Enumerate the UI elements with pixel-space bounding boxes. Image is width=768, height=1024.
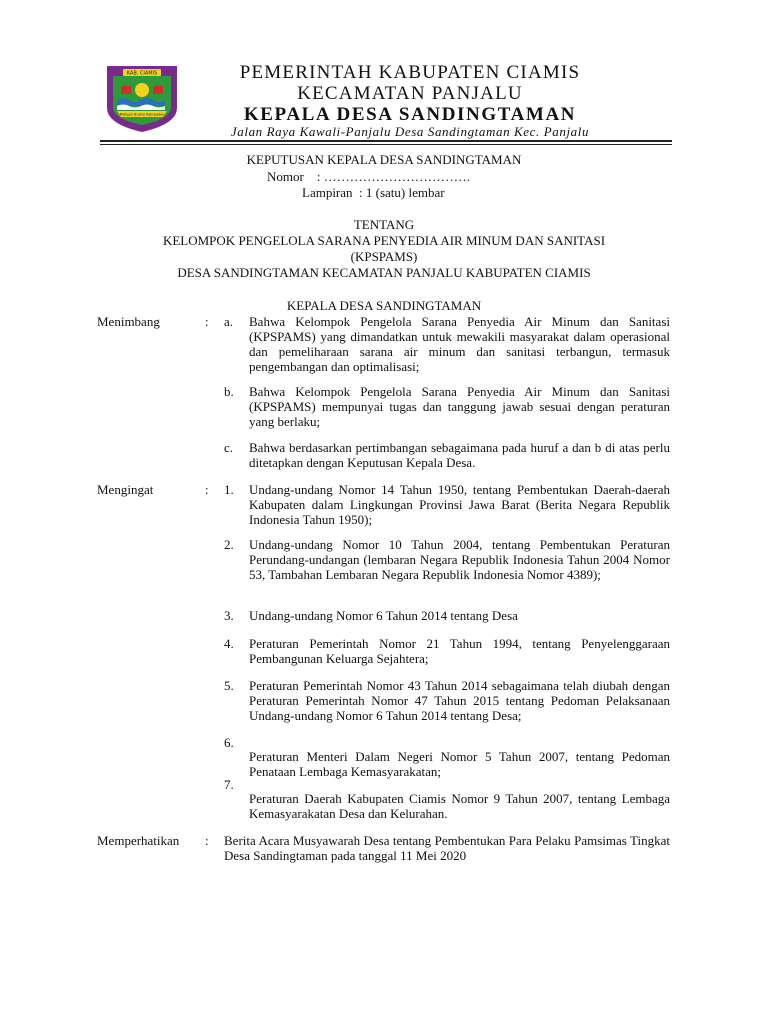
letterhead-government: PEMERINTAH KABUPATEN CIAMIS xyxy=(239,62,581,83)
mengingat-label: Mengingat xyxy=(97,482,154,497)
mengingat-colon: : xyxy=(205,482,209,497)
menimbang-label: Menimbang xyxy=(97,314,160,329)
decree-subject-line3: DESA SANDINGTAMAN KECAMATAN PANJALU KABUPATEN CIAMIS xyxy=(177,265,591,280)
letterhead-district: KECAMATAN PANJALU xyxy=(297,83,523,104)
menimbang-colon: : xyxy=(205,314,209,329)
decree-title: KEPUTUSAN KEPALA DESA SANDINGTAMAN xyxy=(246,152,522,167)
mengingat-marker-1: 1. xyxy=(224,482,234,497)
mengingat-item-5: Peraturan Pemerintah Nomor 43 Tahun 2014 sebagaimana telah diubah dengan Peraturan Pemerintah Nomor 47 Tahun 2015 tentang Pedoman Pelaksanaan Undang-undang Nomor 6 Tahun 2014 tentang Desa; xyxy=(249,678,670,723)
mengingat-marker-4: 4. xyxy=(224,636,234,651)
menimbang-marker-a: a. xyxy=(224,314,234,329)
letterhead-office: KEPALA DESA SANDINGTAMAN xyxy=(243,104,577,125)
mengingat-item-6: Peraturan Menteri Dalam Negeri Nomor 5 Tahun 2007, tentang Pedoman Penataan Lembaga Kemasyarakatan; xyxy=(249,749,670,779)
kabupaten-ciamis-logo xyxy=(103,64,181,134)
decree-subject-line1: KELOMPOK PENGELOLA SARANA PENYEDIA AIR MINUM DAN SANITASI xyxy=(162,233,606,248)
letterhead-address: Jalan Raya Kawali-Panjalu Desa Sandingtaman Kec. Panjalu xyxy=(230,124,590,139)
menimbang-marker-c: c. xyxy=(224,440,234,455)
mengingat-item-1: Undang-undang Nomor 14 Tahun 1950, tentang Pembentukan Daerah-daerah Kabupaten dalam Lingkungan Provinsi Jawa Barat (Berita Negara Republik Indonesia Tahun 1950); xyxy=(249,482,670,527)
logo-motto-text: Mahayu Buana Kabupaten xyxy=(119,112,165,117)
mengingat-marker-6: 6. xyxy=(224,735,234,750)
letterhead-rule-thick xyxy=(100,140,672,142)
mengingat-marker-5: 5. xyxy=(224,678,234,693)
menimbang-item-c: Bahwa berdasarkan pertimbangan sebagaimana pada huruf a dan b di atas perlu ditetapkan dengan Keputusan Kepala Desa. xyxy=(249,440,670,470)
mengingat-marker-7: 7. xyxy=(224,777,234,792)
mengingat-item-3: Undang-undang Nomor 6 Tahun 2014 tentang Desa xyxy=(249,608,518,623)
decree-subject-line2: (KPSPAMS) xyxy=(350,249,418,264)
mengingat-item-4: Peraturan Pemerintah Nomor 21 Tahun 1994, tentang Penyelenggaraan Pembangunan Keluarga Sejahtera; xyxy=(249,636,670,666)
menimbang-marker-b: b. xyxy=(224,384,234,399)
memperhatikan-colon: : xyxy=(205,833,209,848)
decree-about-label: TENTANG xyxy=(353,217,415,232)
decree-number: Nomor : ……………………………. xyxy=(267,169,470,184)
menimbang-item-b: Bahwa Kelompok Pengelola Sarana Penyedia Air Minum dan Sanitasi (KPSPAMS) mempunyai tugas dan tanggung jawab sesuai dengan peraturan yang berlaku; xyxy=(249,384,670,429)
decree-attachment: Lampiran : 1 (satu) lembar xyxy=(302,185,445,200)
decree-official: KEPALA DESA SANDINGTAMAN xyxy=(286,298,482,313)
memperhatikan-text: Berita Acara Musyawarah Desa tentang Pembentukan Para Pelaku Pamsimas Tingkat Desa Sandingtaman pada tanggal 11 Mei 2020 xyxy=(224,833,670,863)
mengingat-marker-2: 2. xyxy=(224,537,234,552)
mengingat-marker-3: 3. xyxy=(224,608,234,623)
mengingat-item-2: Undang-undang Nomor 10 Tahun 2004, tentang Pembentukan Peraturan Perundang-undangan (lembaran Negara Republik Indonesia Tahun 2004 Nomor 53, Tambahan Lembaran Negara Republik Indonesia Nomor 4389); xyxy=(249,537,670,582)
letterhead-rule-thin xyxy=(100,144,672,145)
menimbang-item-a: Bahwa Kelompok Pengelola Sarana Penyedia Air Minum dan Sanitasi (KPSPAMS) yang dimandatkan untuk mewakili masyarakat dalam operasional dan pemeliharaan sarana air minum dan sanitasi terbangun, termasuk pengembangan dan optimalisasi; xyxy=(249,314,670,374)
mengingat-item-7: Peraturan Daerah Kabupaten Ciamis Nomor 9 Tahun 2007, tentang Lembaga Kemasyarakatan Desa dan Kelurahan. xyxy=(249,791,670,821)
memperhatikan-label: Memperhatikan xyxy=(97,833,180,848)
logo-banner-text: KAB. CIAMIS xyxy=(126,70,158,77)
